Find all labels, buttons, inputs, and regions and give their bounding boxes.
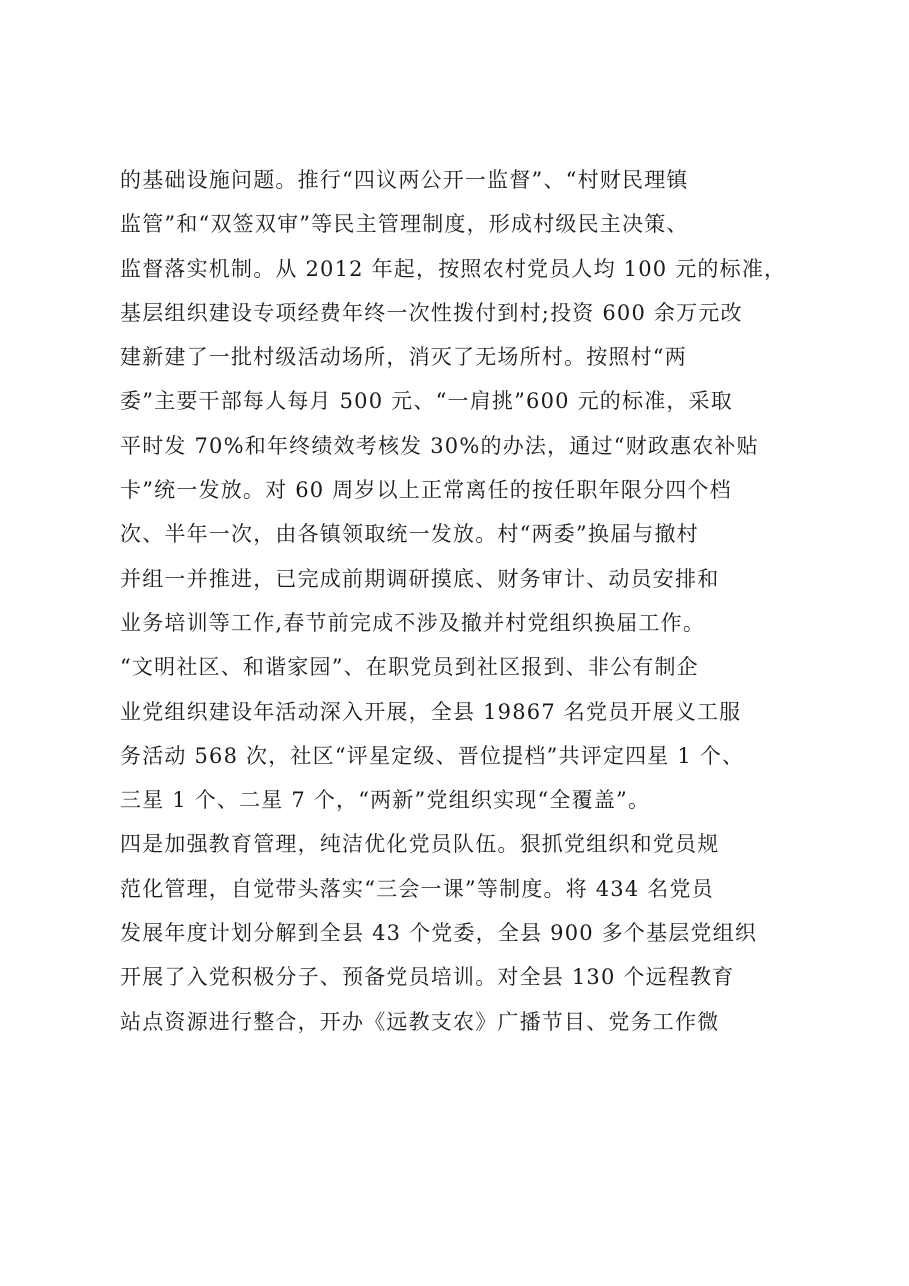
text-line: 业务培训等工作,春节前完成不涉及撤并村党组织换届工作。 <box>120 610 706 635</box>
text-line: 基层组织建设专项经费年终一次性拨付到村;投资 600 余万元改 <box>120 300 743 325</box>
text-line: 务活动 568 次，社区“评星定级、晋位提档”共评定四星 1 个、 <box>120 743 745 768</box>
text-line: “文明社区、和谐家园”、在职党员到社区报到、非公有制企 <box>120 655 699 680</box>
body-text <box>120 158 820 1044</box>
text-line: 开展了入党积极分子、预备党员培训。对全县 130 个远程教育 <box>120 965 735 990</box>
text-line: 范化管理，自觉带头落实“三会一课”等制度。将 434 名党员 <box>120 876 714 901</box>
text-line: 站点资源进行整合，开办《远教支农》广播节目、党务工作微 <box>120 1009 720 1034</box>
text-line: 监管”和“双签双审”等民主管理制度，形成村级民主决策、 <box>120 212 689 237</box>
text-line: 建新建了一批村级活动场所，消灭了无场所村。按照村“两 <box>120 345 687 370</box>
text-line: 四是加强教育管理，纯洁优化党员队伍。狠抓党组织和党员规 <box>120 832 720 857</box>
text-line: 三星 1 个、二星 7 个，“两新”党组织实现“全覆盖”。 <box>120 788 651 813</box>
text-line: 次、半年一次，由各镇领取统一发放。村“两委”换届与撤村 <box>120 522 699 547</box>
text-line: 委”主要干部每人每月 500 元、“一肩挑”600 元的标准，采取 <box>120 389 733 414</box>
text-line: 业党组织建设年活动深入开展，全县 19867 名党员开展义工服 <box>120 699 742 724</box>
text-line: 并组一并推进，已完成前期调研摸底、财务审计、动员安排和 <box>120 566 720 591</box>
text-line: 平时发 70%和年终绩效考核发 30%的办法，通过“财政惠农补贴 <box>120 433 759 458</box>
text-line: 的基础设施问题。推行“四议两公开一监督”、“村财民理镇 <box>120 168 689 192</box>
text-line: 卡”统一发放。对 60 周岁以上正常离任的按任职年限分四个档 <box>120 478 732 503</box>
text-line: 监督落实机制。从 2012 年起，按照农村党员人均 100 元的标准， <box>120 256 787 281</box>
text-line: 发展年度计划分解到全县 43 个党委，全县 900 多个基层党组织 <box>120 921 758 946</box>
